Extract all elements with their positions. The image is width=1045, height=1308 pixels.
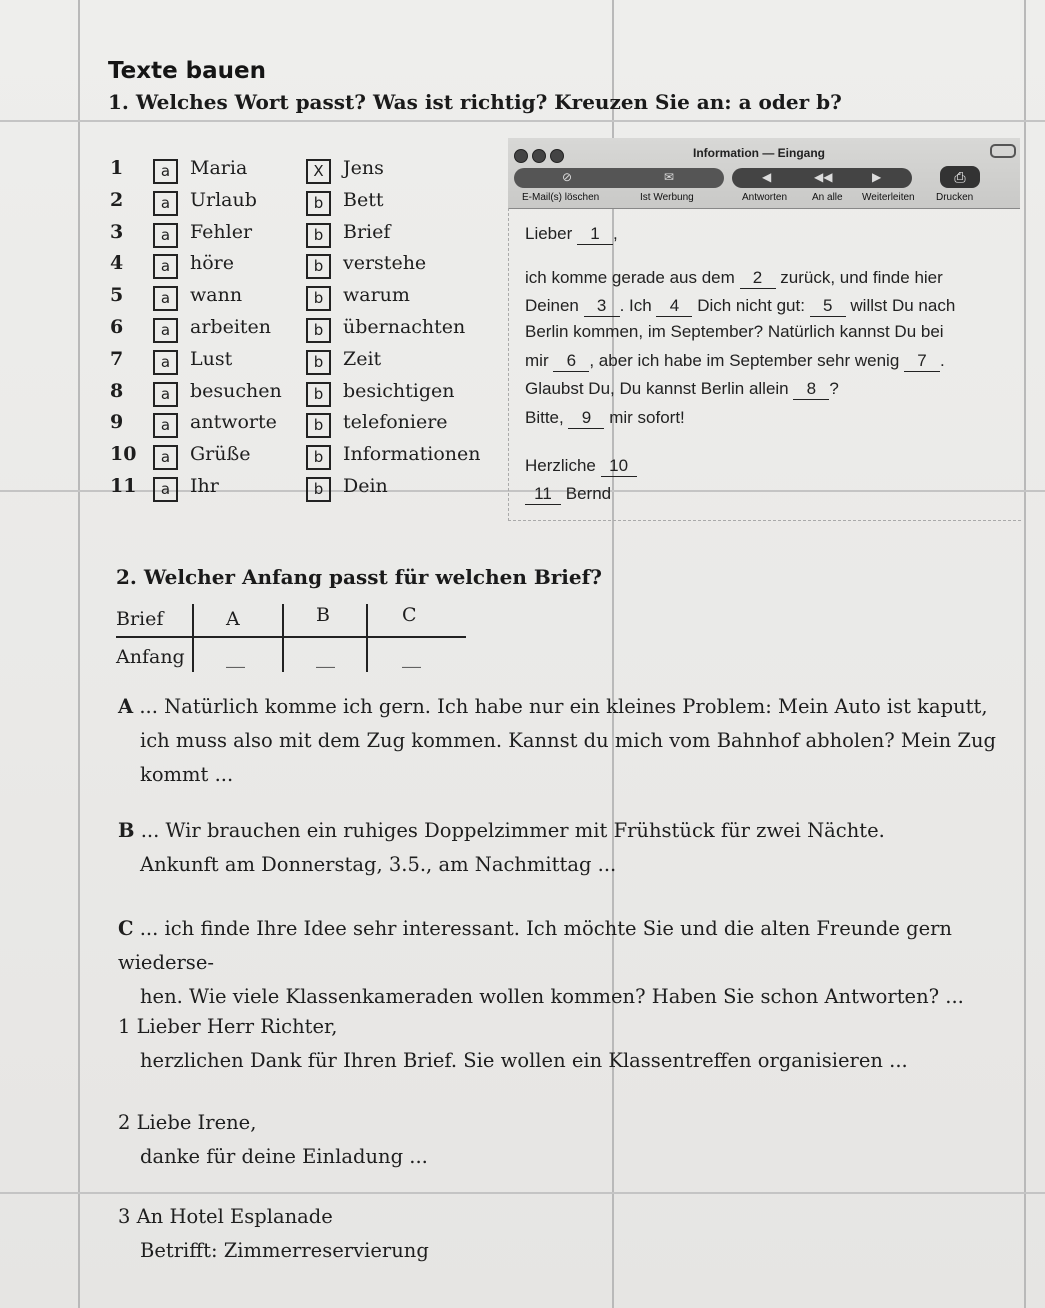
option-a-checkbox[interactable]: a	[153, 254, 178, 279]
option-a-word: Grüße	[190, 443, 251, 466]
option-a-word: wann	[190, 284, 243, 307]
grid-line	[1024, 0, 1026, 1308]
option-b-checkbox[interactable]: b	[306, 477, 331, 502]
row-number: 3	[110, 220, 124, 243]
option-a-word: besuchen	[190, 379, 282, 402]
print-button-label[interactable]: Drucken	[936, 192, 974, 203]
mail-line: Herzliche 10	[525, 456, 637, 477]
row-number: 5	[110, 284, 124, 307]
reply-icon[interactable]: ◀	[762, 170, 772, 184]
reply-forward-group	[732, 168, 912, 188]
answer-row	[110, 157, 500, 185]
table-col-c: C	[402, 604, 417, 626]
option-a-word: Lust	[190, 347, 233, 370]
letter-2	[118, 1106, 1018, 1174]
option-a-word: antworte	[190, 411, 277, 434]
answer-row	[110, 221, 500, 249]
option-b-word: Zeit	[343, 347, 382, 370]
text-c-line: hen. Wie viele Klassenkameraden wollen kommen? Haben Sie schon Antworten? ...	[140, 985, 964, 1008]
grid-line	[0, 120, 1045, 122]
table-row-label: Anfang	[116, 646, 185, 668]
text-c-line: C ... ich finde Ihre Idee sehr interessant. Ich möchte Sie und die alten Freunde gern wiederse-	[118, 917, 952, 974]
option-b-checkbox[interactable]: b	[306, 286, 331, 311]
row-number: 2	[110, 188, 124, 211]
option-a-word: arbeiten	[190, 316, 272, 338]
answer-row	[110, 475, 500, 503]
option-b-word: besichtigen	[343, 379, 455, 402]
mail-line: Bitte, 9 mir sofort!	[525, 408, 685, 427]
mail-body	[508, 208, 1021, 521]
mail-line: Deinen 3 . Ich 4 Dich nicht gut: 5 willst Du nach	[525, 296, 956, 315]
table-col-b: B	[316, 604, 330, 626]
text-b-line: B ... Wir brauchen ein ruhiges Doppelzimmer mit Frühstück für zwei Nächte.	[118, 819, 885, 842]
table-divider	[366, 604, 368, 672]
task2-title: 2. Welcher Anfang passt für welchen Brief?	[116, 565, 602, 589]
text-a-line: A ... Natürlich komme ich gern. Ich habe nur ein kleines Problem: Mein Auto ist kaputt,	[118, 695, 988, 718]
option-b-checkbox[interactable]: b	[306, 318, 331, 343]
option-a-checkbox[interactable]: a	[153, 445, 178, 470]
grid-line	[0, 1192, 1045, 1194]
toolbar-toggle-icon[interactable]	[990, 144, 1016, 158]
option-a-checkbox[interactable]: a	[153, 191, 178, 216]
option-a-checkbox[interactable]: a	[153, 159, 178, 184]
option-a-word: Fehler	[190, 220, 253, 243]
option-b-checkbox[interactable]: b	[306, 191, 331, 216]
letter-2-line: danke für deine Einladung ...	[140, 1145, 428, 1168]
answer-b-field[interactable]: __	[316, 646, 335, 668]
table-divider	[116, 636, 466, 638]
option-a-checkbox[interactable]: a	[153, 477, 178, 502]
table-divider	[192, 604, 194, 672]
mail-line: Berlin kommen, im September? Natürlich kannst Du bei	[525, 322, 944, 341]
text-b-line: Ankunft am Donnerstag, 3.5., am Nachmittag ...	[140, 853, 617, 876]
reply-all-button-label[interactable]: An alle	[812, 192, 843, 203]
mail-window	[508, 138, 1020, 520]
option-a-checkbox[interactable]: a	[153, 286, 178, 311]
table-divider	[282, 604, 284, 672]
row-number: 7	[110, 347, 124, 370]
mail-line: ich komme gerade aus dem 2 zurück, und finde hier	[525, 268, 943, 287]
letter-3-line: Betrifft: Zimmerreservierung	[140, 1239, 429, 1262]
letter-1	[118, 1010, 1018, 1078]
forward-icon[interactable]: ▶	[872, 170, 882, 184]
option-b-word: Dein	[343, 475, 388, 497]
answer-row	[110, 252, 500, 280]
option-b-word: warum	[343, 284, 410, 307]
table-row-label: Brief	[116, 608, 164, 630]
text-a-line: kommt ...	[140, 763, 234, 786]
answer-a-field[interactable]: __	[226, 646, 245, 668]
option-a-checkbox[interactable]: a	[153, 350, 178, 375]
mail-line: Lieber 1 ,	[525, 224, 618, 243]
delete-button-label[interactable]: E-Mail(s) löschen	[522, 192, 600, 203]
text-a	[118, 690, 1018, 792]
option-b-word: telefoniere	[343, 411, 448, 434]
option-b-checkbox[interactable]: b	[306, 413, 331, 438]
window-title: Information — Eingang	[693, 146, 825, 160]
row-number: 11	[110, 475, 137, 497]
row-number: 6	[110, 316, 124, 338]
spam-button-label[interactable]: Ist Werbung	[640, 192, 694, 203]
option-a-checkbox[interactable]: a	[153, 382, 178, 407]
text-a-line: ich muss also mit dem Zug kommen. Kannst du mich vom Bahnhof abholen? Mein Zug	[140, 729, 997, 752]
trash-icon[interactable]: ⊘	[562, 170, 573, 184]
answer-row	[110, 380, 500, 408]
mail-line: Glaubst Du, Du kannst Berlin allein 8 ?	[525, 379, 839, 398]
text-b	[118, 814, 1018, 882]
table-col-a: A	[226, 608, 240, 630]
option-a-checkbox[interactable]: a	[153, 413, 178, 438]
option-b-word: Jens	[343, 157, 384, 179]
row-number: 8	[110, 379, 124, 402]
option-b-checkbox[interactable]: b	[306, 254, 331, 279]
delete-spam-group	[514, 168, 724, 188]
row-number: 1	[110, 157, 124, 179]
option-a-checkbox[interactable]: a	[153, 318, 178, 343]
answer-row	[110, 189, 500, 217]
mail-toolbar	[508, 138, 1020, 209]
option-b-word: Brief	[343, 220, 391, 243]
option-b-checkbox[interactable]: X	[306, 159, 331, 184]
option-b-word: verstehe	[343, 252, 427, 275]
letter-2-line: 2 Liebe Irene,	[118, 1111, 257, 1134]
section-title: Texte bauen	[108, 58, 267, 84]
option-b-word: Informationen	[343, 443, 481, 466]
answer-c-field[interactable]: __	[402, 646, 421, 668]
text-c	[118, 912, 1018, 1014]
minimize-window-icon[interactable]	[532, 149, 546, 163]
letter-3	[118, 1200, 1018, 1268]
reply-all-icon[interactable]: ◀◀	[814, 170, 833, 184]
row-number: 9	[110, 411, 124, 434]
task1-title: 1. Welches Wort passt? Was ist richtig? Kreuzen Sie an: a oder b?	[108, 90, 842, 114]
junk-icon[interactable]: ✉	[664, 170, 675, 184]
row-number: 10	[110, 443, 137, 466]
forward-button-label[interactable]: Weiterleiten	[862, 192, 915, 203]
option-a-word: Maria	[190, 157, 248, 179]
option-b-checkbox[interactable]: b	[306, 223, 331, 248]
answer-row	[110, 411, 500, 439]
option-b-checkbox[interactable]: b	[306, 350, 331, 375]
option-a-checkbox[interactable]: a	[153, 223, 178, 248]
option-a-word: höre	[190, 252, 235, 275]
grid-line	[78, 0, 80, 1308]
reply-button-label[interactable]: Antworten	[742, 192, 788, 203]
zoom-window-icon[interactable]	[550, 149, 564, 163]
answer-row	[110, 284, 500, 312]
print-button[interactable]: ⎙	[940, 166, 980, 188]
option-b-word: übernachten	[343, 316, 466, 338]
row-number: 4	[110, 252, 124, 275]
letter-1-line: herzlichen Dank für Ihren Brief. Sie wollen ein Klassentreffen organisieren ...	[140, 1049, 908, 1072]
option-b-word: Bett	[343, 188, 384, 211]
option-b-checkbox[interactable]: b	[306, 445, 331, 470]
letter-1-line: 1 Lieber Herr Richter,	[118, 1015, 338, 1038]
option-a-word: Ihr	[190, 475, 219, 497]
mail-line: 11 Bernd	[525, 484, 611, 505]
close-window-icon[interactable]	[514, 149, 528, 163]
answer-row	[110, 348, 500, 376]
answer-row	[110, 443, 500, 471]
mail-line: mir 6 , aber ich habe im September sehr wenig 7 .	[525, 351, 945, 370]
answer-row	[110, 316, 500, 344]
option-a-word: Urlaub	[190, 188, 257, 211]
option-b-checkbox[interactable]: b	[306, 382, 331, 407]
letter-3-line: 3 An Hotel Esplanade	[118, 1205, 333, 1228]
